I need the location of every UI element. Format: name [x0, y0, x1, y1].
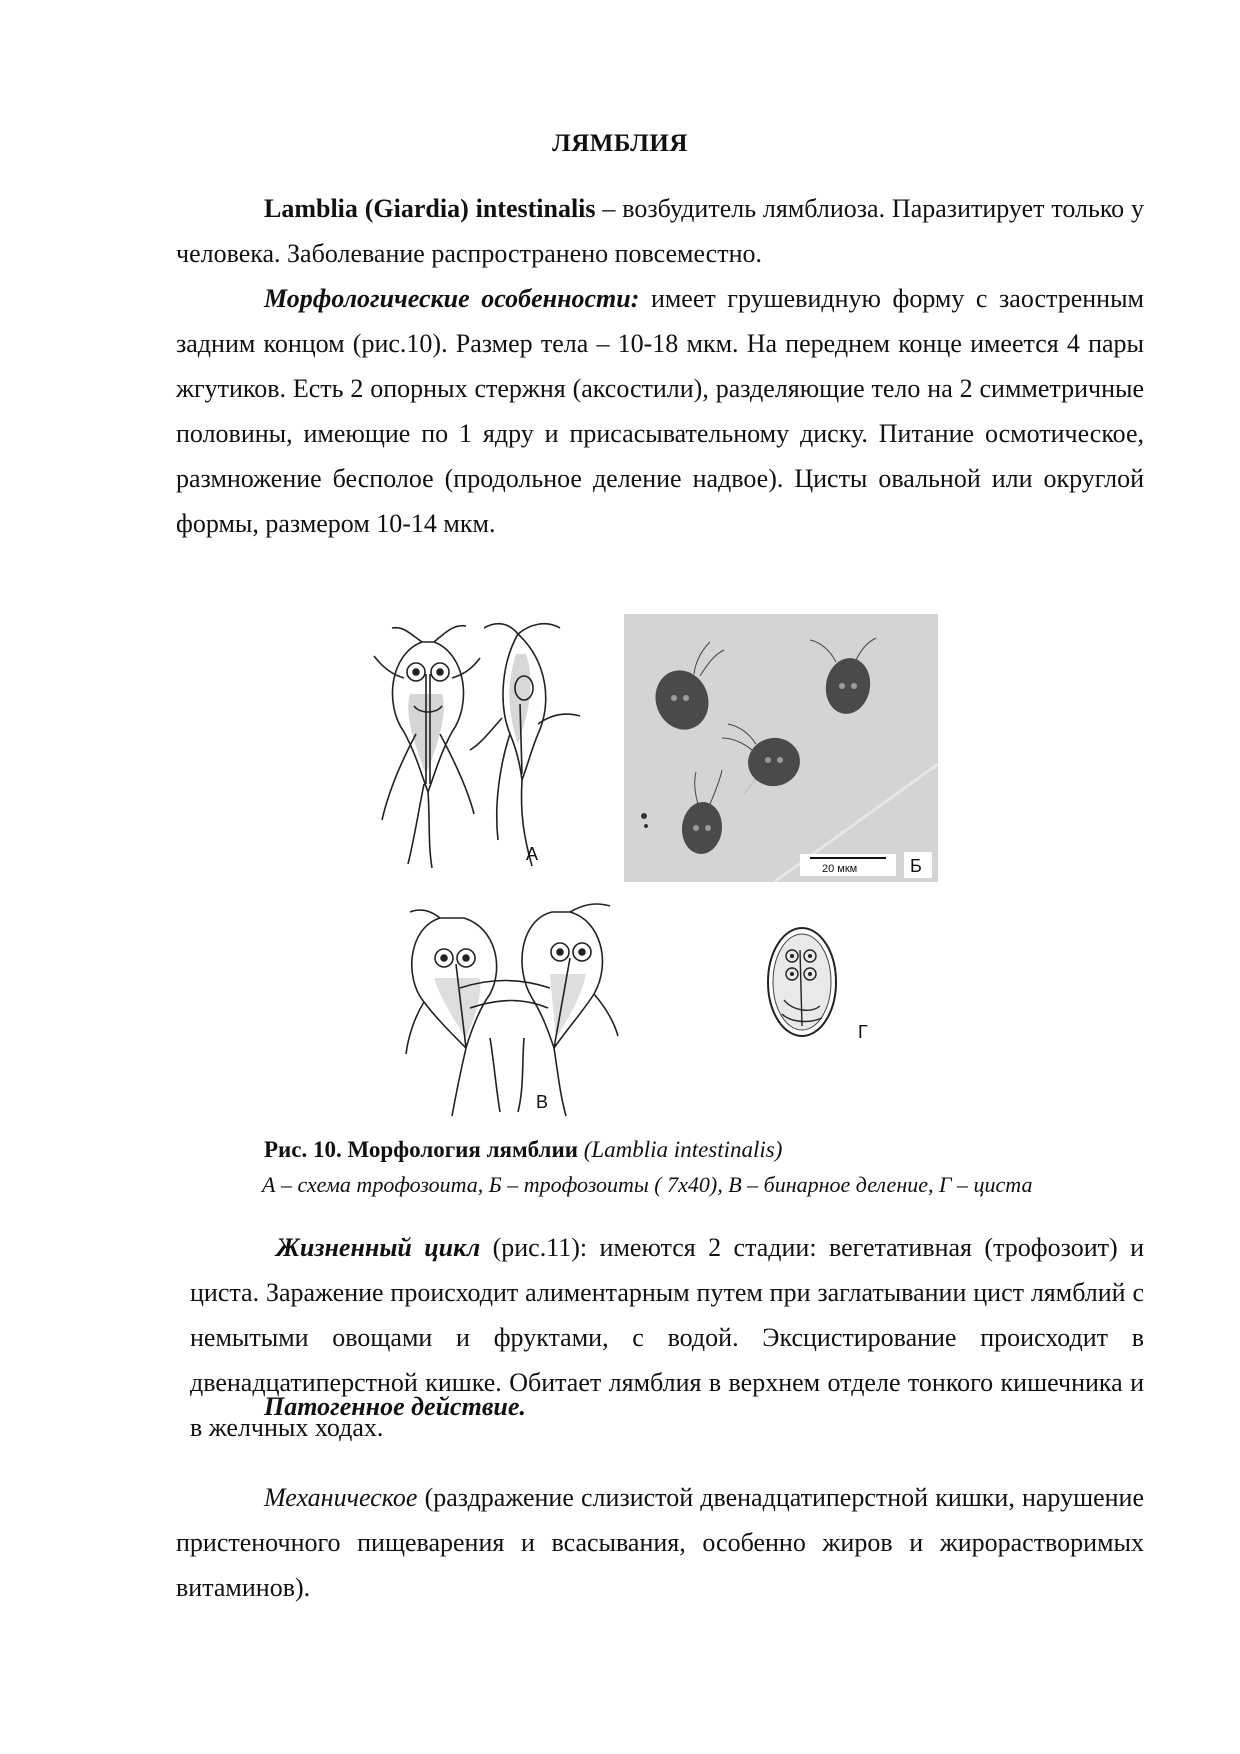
label-g: Г: [858, 1022, 868, 1042]
lifecycle-heading: Жизненный цикл: [276, 1233, 481, 1262]
figure-g-cyst: [762, 910, 882, 1060]
morphology-text: имеет грушевидную форму с заостренным задним концом (рис.10). Размер тела – 10-18 мкм. На переднем конце имеется 4 пары жгутиков. Есть 2 опорных стержня (аксостили), разделяющие тело на 2 симметричные половины, имеющие по 1 ядру и присасывательному диску. Питание осмотическое, размножение бесполое (продольное деление надвое). Цисты овальной или округлой формы, размером 10-14 мкм.: [176, 284, 1144, 538]
mechanical-term: Механическое: [264, 1483, 418, 1512]
figure-legend: А – схема трофозоита, Б – трофозоиты ( 7х40), В – бинарное деление, Г – циста: [262, 1172, 1033, 1197]
species-name: Lamblia (Giardia) intestinalis: [264, 194, 596, 223]
page-title: ЛЯМБЛИЯ: [552, 130, 688, 157]
figure-b-micrograph: [624, 614, 938, 882]
intro-text: – возбудитель лямблиоза. Паразитирует только у человека. Заболевание распространено повсеместно.: [176, 194, 1144, 268]
pathogenic-heading-block: [264, 1384, 1144, 1429]
intro-paragraph: [176, 186, 1144, 276]
figure-a-trophozoite-scheme: [370, 614, 610, 874]
mechanical-paragraph: [176, 1475, 1144, 1610]
lifecycle-text: (рис.11): имеются 2 стадии: вегетативная (трофозоит) и циста. Заражение происходит алиментарным путем при заглатывании цист лямблий с немытыми овощами и фруктами, с водой. Эксцистирование происходит в двенадцатиперстной кишке. Обитает лямблия в верхнем отделе тонкого кишечника и в желчных ходах.: [190, 1233, 1144, 1442]
label-a: А: [526, 844, 539, 864]
caption-species: (Lamblia intestinalis): [577, 1137, 783, 1162]
label-v: В: [536, 1092, 549, 1112]
label-b: Б: [910, 856, 922, 876]
caption-title: Рис. 10. Морфология лямблии: [264, 1137, 578, 1162]
mechanical-text: (раздражение слизистой двенадцатиперстной кишки, нарушение пристеночного пищеварения и всасывания, особенно жиров и жирорастворимых витаминов).: [176, 1483, 1144, 1602]
morphology-heading: Морфологические особенности:: [264, 284, 640, 313]
morphology-paragraph: [176, 276, 1144, 546]
figure-v-binary-fission: [400, 898, 650, 1120]
figure-caption: [264, 1137, 1164, 1163]
pathogenic-heading: Патогенное действие.: [264, 1392, 526, 1421]
scale-bar-label: 20 мкм: [822, 863, 858, 875]
